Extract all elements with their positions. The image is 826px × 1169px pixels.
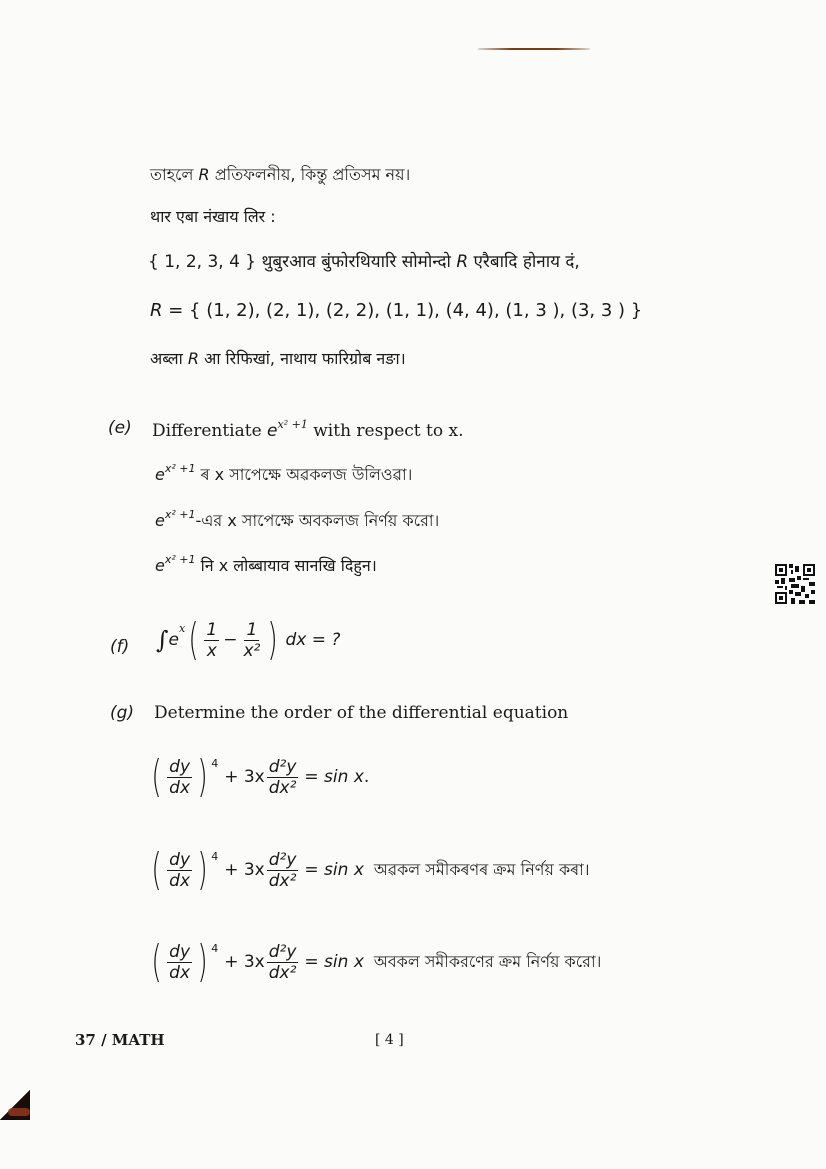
- differential-equation-bengali: [148, 936, 602, 987]
- qr-code-icon: [775, 564, 815, 604]
- text: एरैबादि होनाय दं,: [473, 252, 580, 272]
- denominator: dx: [169, 870, 191, 891]
- math-exponent: x² +1: [277, 418, 308, 431]
- power: 4: [211, 850, 219, 863]
- text: थुबुरआव बुंफोरथियारि सोमोन्दो: [261, 252, 451, 272]
- power: 4: [211, 757, 219, 770]
- set-notation: { 1, 2, 3, 4 }: [148, 252, 257, 272]
- question-label-f: (f): [110, 637, 130, 657]
- rhs: = sin x: [304, 860, 364, 880]
- period: .: [363, 767, 370, 787]
- denominator: dx²: [268, 962, 297, 983]
- rhs: = sin x: [304, 767, 364, 787]
- minus-sign: −: [223, 630, 238, 650]
- term-3x: + 3x: [224, 952, 265, 972]
- left-paren: (: [151, 844, 162, 895]
- text: with respect to x.: [313, 421, 464, 441]
- right-paren: ): [267, 614, 279, 665]
- numerator: dy: [169, 941, 191, 962]
- left-paren: (: [151, 751, 162, 802]
- math-base: e: [155, 556, 165, 575]
- math-base: e: [267, 421, 278, 441]
- question-label-e: (e): [108, 418, 132, 438]
- numerator: dy: [169, 849, 191, 870]
- integral-tail: dx = ?: [285, 630, 341, 650]
- right-paren: ): [197, 844, 208, 895]
- text: नि x लोब्बायाव सानखि दिहुन।: [200, 556, 377, 575]
- denominator: dx: [169, 777, 191, 798]
- numerator: 1: [246, 619, 258, 640]
- term-3x: + 3x: [224, 860, 265, 880]
- question-e-bodo: [155, 553, 377, 576]
- text: অৱকল সমীকৰণৰ ক্ৰম নিৰ্ণয় কৰা।: [373, 859, 590, 879]
- paper-code: 37 / MATH: [75, 1031, 165, 1049]
- question-g-english: Determine the order of the differential equation: [154, 703, 569, 723]
- power: 4: [211, 942, 219, 955]
- fraction-d2y-dx2: [267, 942, 299, 983]
- numerator: 1: [206, 619, 218, 640]
- left-paren: (: [151, 936, 162, 987]
- fraction-1-over-x: [204, 620, 219, 661]
- differential-equation-assamese: [148, 844, 590, 895]
- text: Differentiate: [152, 421, 262, 441]
- question-f-integral: [156, 614, 341, 665]
- fraction-dy-dx: [167, 850, 192, 891]
- denominator: dx²: [268, 777, 297, 798]
- scan-shadow-mark: [8, 1108, 30, 1116]
- fraction-d2y-dx2: [267, 757, 299, 798]
- relation-set: { (1, 2), (2, 1), (2, 2), (1, 1), (4, 4), (1, 3 ), (3, 3 ) }: [189, 300, 643, 321]
- text: आ रिफिखां, नाथाय फारिग्रोब नङा।: [204, 349, 406, 368]
- assamese-conclusion-line: [150, 162, 410, 189]
- denominator: x²: [243, 640, 261, 661]
- denominator: x: [206, 640, 217, 661]
- fraction-dy-dx: [167, 942, 192, 983]
- math-exponent: x² +1: [164, 462, 196, 475]
- question-e-english: [152, 418, 464, 441]
- fraction-1-over-x-squared: [241, 620, 262, 661]
- right-paren: ): [197, 751, 208, 802]
- math-base: e: [168, 630, 179, 650]
- text: ৰ x সাপেক্ষে অৱকলজ উলিওৱা।: [200, 465, 413, 484]
- text: -এর x সাপেক্ষে অবকলজ নির্ণয় করো।: [195, 511, 440, 530]
- fraction-dy-dx: [167, 757, 192, 798]
- left-paren: (: [188, 614, 199, 665]
- var-r: R: [187, 349, 199, 368]
- fraction-d2y-dx2: [267, 850, 299, 891]
- relation-definition: [150, 300, 642, 321]
- text: अब्ला: [150, 349, 183, 368]
- right-paren: ): [197, 936, 208, 987]
- denominator: dx²: [268, 870, 297, 891]
- numerator: d²y: [268, 849, 297, 870]
- differential-equation-english: [148, 751, 370, 802]
- bodo-conclusion-line: [150, 347, 406, 369]
- var-r: R: [456, 252, 469, 272]
- text: थार एबा नंखाय लिर :: [150, 207, 276, 226]
- numerator: d²y: [268, 756, 297, 777]
- math-exponent: x: [178, 622, 186, 635]
- question-e-assamese: [155, 462, 412, 489]
- math-base: e: [155, 511, 165, 530]
- rhs: = sin x: [304, 952, 364, 972]
- math-exponent: x² +1: [164, 553, 196, 566]
- text: তাহলে: [150, 165, 194, 184]
- integral-sign: ∫: [156, 626, 169, 654]
- question-e-bengali: [155, 508, 439, 535]
- numerator: d²y: [268, 941, 297, 962]
- numerator: dy: [169, 756, 191, 777]
- top-rule-mark: [478, 48, 590, 50]
- text: প্রতিফলনীয়, কিন্তু প্রতিসম নয়।: [214, 165, 411, 184]
- bodo-set-line: [148, 249, 580, 272]
- relation-lhs: R =: [150, 300, 184, 321]
- math-exponent: x² +1: [164, 508, 196, 521]
- var-r: R: [198, 165, 210, 184]
- denominator: dx: [169, 962, 191, 983]
- question-label-g: (g): [110, 703, 135, 723]
- page-number: [ 4 ]: [375, 1032, 404, 1048]
- math-base: e: [155, 465, 165, 484]
- term-3x: + 3x: [224, 767, 265, 787]
- bodo-heading-line: [150, 205, 276, 227]
- text: অবকল সমীকরণের ক্রম নির্ণয় করো।: [373, 951, 602, 971]
